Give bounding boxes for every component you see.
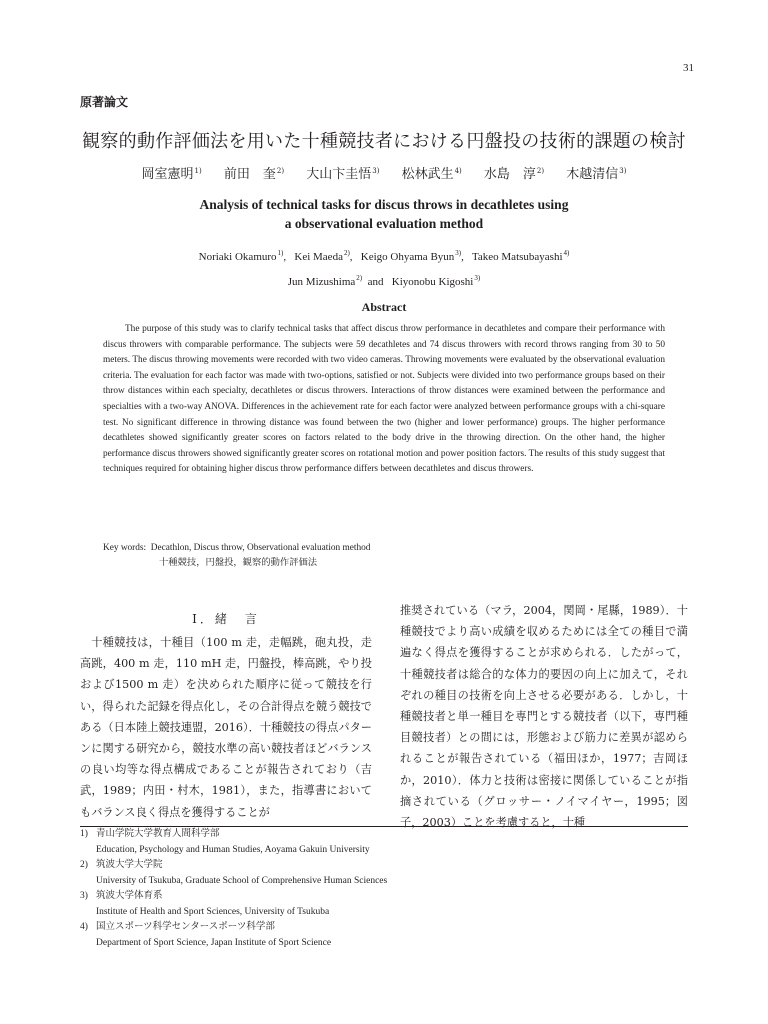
author-list-japanese <box>40 163 728 182</box>
author-separator: and <box>362 276 390 288</box>
author-separator: , <box>461 251 470 263</box>
author-en <box>288 276 389 288</box>
author-en-name: Noriaki Okamuro <box>198 251 277 263</box>
author-list-english <box>80 243 688 293</box>
author-ja-name: 木越清信 <box>566 167 619 182</box>
footnote-number: 4) <box>80 922 88 932</box>
author-en <box>361 251 470 263</box>
body-text-right-column: 推奨されている（マラ，2004，関岡・尾縣，1989）．十種競技でより高い成績を収めるためには全ての種目で満遍なく得点を獲得することが求められる．したがって，十種競技者は総合的な体力的要因の向上に加えて，それぞれの種目の技術を向上させる必要がある．しかし，十種競技者と単一種目を専門とする競技者（以下，専門種目競技者）との間には，形態および筋力に差異が認められることが報告されている（福田ほか，1977；吉岡ほか，2010）．体力と技術は密接に関係していることが指摘されている（グロッサー・ノイマイヤー，1995；図子，2003）ことを考慮すると，十種 <box>400 604 688 830</box>
footnote-english: Institute of Health and Sport Sciences, University of Tsukuba <box>96 906 330 917</box>
author-en-name: Kei Maeda <box>294 251 343 263</box>
author-en <box>472 251 569 263</box>
title-english-line: a observational evaluation method <box>284 216 484 231</box>
abstract-heading: Abstract <box>361 300 407 314</box>
affiliation-mark: 3) <box>619 167 627 175</box>
author-separator: , <box>349 251 359 263</box>
author-en-name: Takeo Matsubayashi <box>471 251 563 263</box>
footnote-japanese: 筑波大学大学院 <box>96 860 163 870</box>
author-en <box>392 276 480 288</box>
author-en <box>294 251 358 263</box>
author-ja <box>224 167 284 182</box>
footnote-english: Department of Sport Science, Japan Institute of Sport Science <box>96 937 332 948</box>
section-heading-introduction: Ⅰ．緒 言 <box>192 612 260 626</box>
author-separator: , <box>283 251 292 263</box>
title-english-line: Analysis of technical tasks for discus throws in decathletes using <box>199 197 569 212</box>
affiliation-mark: 1) <box>194 167 202 175</box>
author-en-name: Keigo Ohyama Byun <box>360 251 455 263</box>
affiliation-mark: 2) <box>356 274 363 282</box>
affiliation-mark: 3) <box>455 249 462 257</box>
author-ja <box>306 167 379 182</box>
page-number: 31 <box>683 62 694 74</box>
affiliation-mark: 4) <box>563 249 570 257</box>
keywords-block <box>103 541 370 571</box>
footnote-number: 1) <box>80 829 88 839</box>
keywords-japanese: 十種競技，円盤投，観察的動作評価法 <box>159 558 318 568</box>
author-ja-name: 水島 淳 <box>483 167 536 182</box>
affiliation-mark: 2) <box>276 167 285 175</box>
footnote-japanese: 筑波大学体育系 <box>96 891 163 901</box>
article-type-label: 原著論文 <box>80 95 129 109</box>
affiliation-mark: 4) <box>454 167 462 175</box>
affiliation-mark: 2) <box>536 167 545 175</box>
footnote-number: 2) <box>80 860 88 870</box>
footnote-japanese: 国立スポーツ科学センタースポーツ科学部 <box>96 922 275 932</box>
author-ja <box>402 167 462 182</box>
footnote-item <box>80 920 387 936</box>
title-japanese: 観察的動作評価法を用いた十種競技者における円盤投の技術的課題の検討 <box>82 131 686 152</box>
keywords-english: Decathlon, Discus throw, Observational evaluation method <box>150 543 371 553</box>
author-ja <box>484 167 544 182</box>
footnote-item <box>80 858 387 874</box>
keywords-english-line <box>103 541 370 556</box>
author-en-name: Kiyonobu Kigoshi <box>391 276 474 288</box>
body-text-left-column: 十種競技は，十種目（100 m 走，走幅跳，砲丸投，走高跳，400 m 走，110 mH 走，円盤投，棒高跳，やり投および1500 m 走）を決められた順序に従って競技を行い，得られた記録を得点化し，その合計得点を競う競技である（日本陸上競技連盟，2016）．十種競技の得点パターンに関する研究から，競技水準の高い競技者ほどバランスの良い均等な得点構成であることが報告されており（吉武，1989；内田・村木，1981），また，指導書においてもバランス良く得点を獲得することが <box>80 636 372 819</box>
affiliation-footnotes <box>80 827 387 951</box>
author-en <box>199 251 292 263</box>
author-en-name: Jun Mizushima <box>287 276 356 288</box>
affiliation-mark: 2) <box>343 249 350 257</box>
footnote-english: Education, Psychology and Human Studies, Aoyama Gakuin University <box>96 844 370 855</box>
keywords-label: Key words: <box>103 543 147 553</box>
author-ja-name: 大山卞圭悟 <box>306 167 372 182</box>
author-ja-name: 前田 奎 <box>223 167 276 182</box>
abstract-text: The purpose of this study was to clarify technical tasks that affect discus throw performance in decathletes and compare their performance with discus throwers with comparable performance. The subjects were 59 decathletes and 74 discus throwers with record throws ranging from 30 to 50 meters. The discus throwing movements were recorded with two video cameras. Throwing movements were evaluated by the observational evaluation criteria. The evaluation for each factor was made with two-options, satisfied or not. Subjects were divided into two performance groups based on their throw distances within each specialty, decathletes or discus throwers. Interactions of throw distances were examined between the performance and specialties with a two-way ANOVA. Differences in the achievement rate for each factor were analyzed between performance groups with a chi-square test. No significant difference in throwing distance was found between the two (higher and lower performance) groups. The higher performance decathletes showed significantly greater scores on factors related to the body drive in the throwing direction. On the other hand, the higher performance discus throwers showed significantly greater scores on rotational motion and power position factors. The results of this study suggest that techniques required for obtaining higher discus throw performance differs between decathletes and discus throwers. <box>103 324 665 475</box>
footnote-japanese: 青山学院大学教育人間科学部 <box>96 829 220 839</box>
footnote-item <box>80 827 387 843</box>
author-ja-name: 岡室憲明 <box>141 167 194 182</box>
author-ja <box>566 167 626 182</box>
author-ja-name: 松林武生 <box>401 167 454 182</box>
footnote-english: University of Tsukuba, Graduate School of Comprehensive Human Sciences <box>96 875 388 886</box>
affiliation-mark: 1) <box>277 249 284 257</box>
title-english <box>80 195 688 233</box>
footnote-number: 3) <box>80 891 88 901</box>
affiliation-mark: 3) <box>474 274 481 282</box>
footnote-item <box>80 889 387 905</box>
author-ja <box>142 167 202 182</box>
affiliation-mark: 3) <box>372 167 380 175</box>
